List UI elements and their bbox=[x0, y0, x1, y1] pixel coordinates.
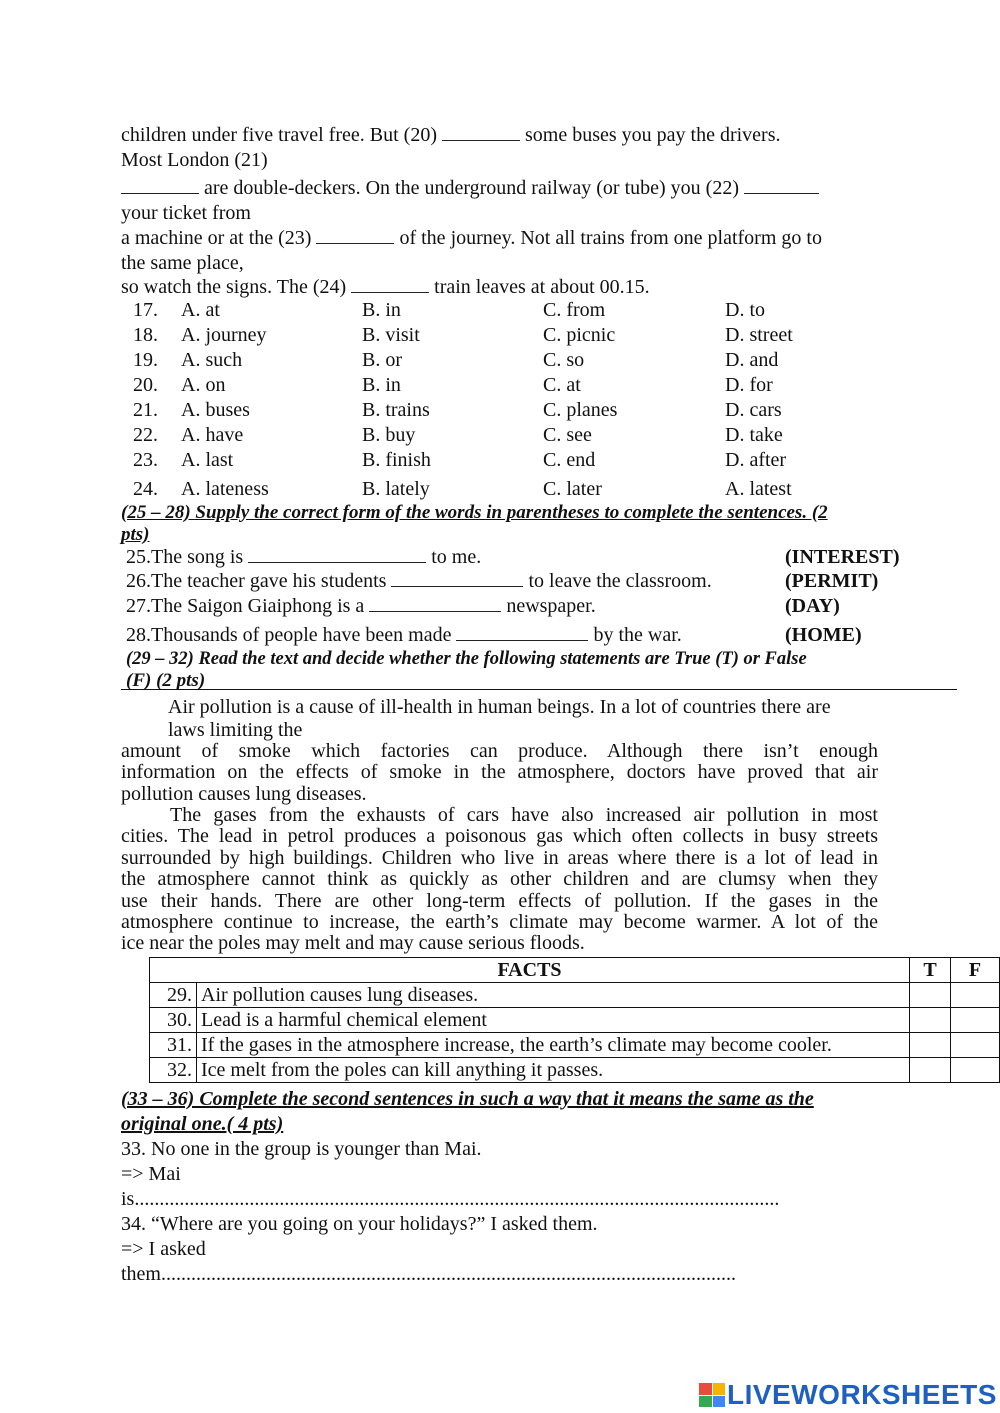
passage-text: so watch the signs. The (24) bbox=[121, 276, 352, 298]
answer-prompt: => Mai bbox=[121, 1163, 181, 1185]
section-heading: (33 – 36) Complete the second sentences in such a way that it means the same as the bbox=[121, 1088, 814, 1110]
true-cell[interactable] bbox=[910, 1008, 951, 1033]
question-number: 27. bbox=[126, 595, 151, 617]
option-d[interactable]: D. and bbox=[725, 349, 779, 371]
logo-icon bbox=[699, 1383, 725, 1407]
true-cell[interactable] bbox=[910, 1058, 951, 1083]
option-c[interactable]: C. picnic bbox=[543, 324, 616, 346]
question-number: 23. bbox=[133, 449, 158, 471]
sentence-text: The teacher gave his students bbox=[151, 570, 392, 592]
reading-line: cities. The lead in petrol produces a poisonous gas which often collects in busy streets bbox=[121, 825, 878, 848]
keyword-text: INTEREST bbox=[791, 546, 893, 568]
option-d[interactable]: D. cars bbox=[725, 399, 782, 421]
answer-blank[interactable] bbox=[442, 123, 520, 141]
passage-line: Most London (21) bbox=[121, 149, 268, 171]
option-b[interactable]: B. visit bbox=[362, 324, 420, 346]
table-row bbox=[150, 1033, 1000, 1058]
question-number: 24. bbox=[133, 478, 158, 500]
word-form-item bbox=[126, 569, 712, 593]
option-d[interactable]: A. latest bbox=[725, 478, 792, 500]
answer-blank[interactable] bbox=[456, 623, 588, 641]
section-heading-cont: (F) (2 pts) bbox=[126, 670, 206, 691]
question-number: 18. bbox=[133, 324, 158, 346]
option-b[interactable]: B. in bbox=[362, 299, 401, 321]
reading-paragraph bbox=[121, 741, 878, 805]
table-header-row bbox=[150, 958, 1000, 983]
divider bbox=[121, 689, 957, 690]
sentence-text: The Saigon Giaiphong is a bbox=[151, 595, 370, 617]
keyword: (DAY) bbox=[785, 595, 840, 617]
true-header: T bbox=[910, 958, 951, 983]
option-b[interactable]: B. or bbox=[362, 349, 402, 371]
facts-header: FACTS bbox=[150, 958, 910, 983]
passage-text: some buses you pay the drivers. bbox=[519, 124, 781, 146]
sentence-text: Thousands of people have been made bbox=[151, 624, 457, 646]
passage-line bbox=[121, 275, 650, 299]
option-d[interactable]: D. take bbox=[725, 424, 783, 446]
true-cell[interactable] bbox=[910, 983, 951, 1008]
passage-line bbox=[121, 123, 781, 147]
reading-line: pollution causes lung diseases. bbox=[121, 782, 367, 805]
reading-line: information on the effects of smoke in the atmosphere, doctors have proved that air bbox=[121, 761, 878, 784]
passage-line bbox=[121, 176, 819, 200]
option-c[interactable]: C. planes bbox=[543, 399, 618, 421]
answer-line[interactable]: them................................................................................................................... bbox=[121, 1263, 736, 1285]
answer-blank[interactable] bbox=[121, 176, 199, 194]
facts-table bbox=[149, 957, 1000, 1083]
option-a[interactable]: A. journey bbox=[181, 324, 267, 346]
fact-text: Air pollution causes lung diseases. bbox=[197, 983, 910, 1008]
keyword-text: DAY bbox=[791, 595, 834, 617]
keyword-text: PERMIT bbox=[791, 570, 872, 592]
sentence-text: newspaper. bbox=[501, 595, 596, 617]
question-number: 20. bbox=[133, 374, 158, 396]
passage-line bbox=[121, 226, 822, 250]
word-form-item bbox=[126, 594, 596, 618]
question-number: 17. bbox=[133, 299, 158, 321]
answer-line[interactable]: is................................................................................................................................. bbox=[121, 1188, 780, 1210]
question-number: 25. bbox=[126, 546, 151, 568]
fact-text: Ice melt from the poles can kill anything it passes. bbox=[197, 1058, 910, 1083]
question-text: 33. No one in the group is younger than Mai. bbox=[121, 1138, 482, 1160]
fact-number: 30. bbox=[150, 1008, 197, 1033]
false-header: F bbox=[951, 958, 1000, 983]
option-c[interactable]: C. from bbox=[543, 299, 606, 321]
section-heading-cont: original one.( 4 pts) bbox=[121, 1113, 284, 1135]
option-d[interactable]: D. for bbox=[725, 374, 773, 396]
question-number: 28. bbox=[126, 624, 151, 646]
question-number: 26. bbox=[126, 570, 151, 592]
answer-blank[interactable] bbox=[351, 275, 429, 293]
false-cell[interactable] bbox=[951, 1008, 1000, 1033]
passage-text: train leaves at about 00.15. bbox=[429, 276, 650, 298]
option-b[interactable]: B. in bbox=[362, 374, 401, 396]
option-b[interactable]: B. trains bbox=[362, 399, 430, 421]
question-number: 22. bbox=[133, 424, 158, 446]
option-a[interactable]: A. buses bbox=[181, 399, 250, 421]
fact-text: If the gases in the atmosphere increase, the earth’s climate may become cooler. bbox=[197, 1033, 910, 1058]
answer-blank[interactable] bbox=[744, 176, 819, 194]
option-c[interactable]: C. later bbox=[543, 478, 602, 500]
option-d[interactable]: D. after bbox=[725, 449, 787, 471]
answer-blank[interactable] bbox=[248, 545, 426, 563]
liveworksheets-logo bbox=[699, 1378, 997, 1412]
option-a[interactable]: A. lateness bbox=[181, 478, 269, 500]
passage-text: of the journey. Not all trains from one platform go to bbox=[394, 227, 822, 249]
fact-number: 31. bbox=[150, 1033, 197, 1058]
option-c[interactable]: C. end bbox=[543, 449, 596, 471]
reading-line: surrounded by high buildings. Children who live in areas where there is a lot of lead in bbox=[121, 846, 878, 869]
reading-line: amount of smoke which factories can produce. Although there isn’t enough bbox=[121, 740, 878, 762]
false-cell[interactable] bbox=[951, 1058, 1000, 1083]
reading-line: atmosphere continue to increase, the earth’s climate may become warmer. A lot of the bbox=[121, 911, 878, 934]
section-heading-cont: pts) bbox=[121, 524, 150, 545]
passage-text: are double-deckers. On the underground railway (or tube) you (22) bbox=[199, 177, 744, 199]
question-text: 34. “Where are you going on your holidays?” I asked them. bbox=[121, 1213, 598, 1235]
fact-text: Lead is a harmful chemical element bbox=[197, 1008, 910, 1033]
false-cell[interactable] bbox=[951, 1033, 1000, 1058]
fact-number: 32. bbox=[150, 1058, 197, 1083]
reading-line: the atmosphere cannot think as quickly as other children and are clumsy when they bbox=[121, 868, 878, 891]
table-row bbox=[150, 1058, 1000, 1083]
passage-line: your ticket from bbox=[121, 202, 251, 224]
reading-line: ice near the poles may melt and may cause serious floods. bbox=[121, 932, 585, 955]
sentence-text: by the war. bbox=[588, 624, 682, 646]
option-d[interactable]: D. to bbox=[725, 299, 765, 321]
reading-paragraph bbox=[121, 805, 878, 955]
keyword: (PERMIT) bbox=[785, 570, 879, 592]
logo-text: LIVEWORKSHEETS bbox=[727, 1379, 997, 1410]
answer-blank[interactable] bbox=[316, 226, 394, 244]
section-heading: (29 – 32) Read the text and decide whether the following statements are True (T) or False bbox=[126, 649, 807, 669]
option-a[interactable]: A. on bbox=[181, 374, 226, 396]
option-a[interactable]: A. have bbox=[181, 424, 244, 446]
question-number: 21. bbox=[133, 399, 158, 421]
word-form-item bbox=[126, 623, 682, 647]
option-b[interactable]: B. lately bbox=[362, 478, 430, 500]
reading-line: The gases from the exhausts of cars have also increased air pollution in most bbox=[170, 804, 878, 826]
option-a[interactable]: A. such bbox=[181, 349, 243, 371]
keyword-text: HOME bbox=[791, 624, 856, 646]
option-d[interactable]: D. street bbox=[725, 324, 793, 346]
option-a[interactable]: A. last bbox=[181, 449, 234, 471]
false-cell[interactable] bbox=[951, 983, 1000, 1008]
word-form-item bbox=[126, 545, 481, 569]
option-b[interactable]: B. finish bbox=[362, 449, 431, 471]
reading-line: use their hands. There are other long-term effects of pollution. If the gases in the bbox=[121, 889, 878, 912]
fact-number: 29. bbox=[150, 983, 197, 1008]
passage-text: children under five travel free. But (20) bbox=[121, 124, 442, 146]
option-c[interactable]: C. so bbox=[543, 349, 585, 371]
answer-blank[interactable] bbox=[369, 594, 501, 612]
sentence-text: to leave the classroom. bbox=[523, 570, 712, 592]
sentence-text: The song is bbox=[151, 546, 249, 568]
option-b[interactable]: B. buy bbox=[362, 424, 416, 446]
table-row bbox=[150, 1008, 1000, 1033]
answer-blank[interactable] bbox=[391, 569, 523, 587]
true-cell[interactable] bbox=[910, 1033, 951, 1058]
passage-line: the same place, bbox=[121, 252, 244, 274]
reading-line: Air pollution is a cause of ill-health in human beings. In a lot of countries there are bbox=[168, 696, 831, 718]
option-c[interactable]: C. see bbox=[543, 424, 592, 446]
option-c[interactable]: C. at bbox=[543, 374, 581, 396]
passage-text: a machine or at the (23) bbox=[121, 227, 317, 249]
answer-prompt: => I asked bbox=[121, 1238, 206, 1260]
keyword: (INTEREST) bbox=[785, 546, 900, 568]
section-heading: (25 – 28) Supply the correct form of the words in parentheses to complete the sentences. (2 bbox=[121, 502, 828, 523]
question-number: 19. bbox=[133, 349, 158, 371]
keyword: (HOME) bbox=[785, 624, 862, 646]
sentence-text: to me. bbox=[426, 546, 482, 568]
table-row bbox=[150, 983, 1000, 1008]
option-a[interactable]: A. at bbox=[181, 299, 220, 321]
reading-line: laws limiting the bbox=[168, 719, 303, 741]
